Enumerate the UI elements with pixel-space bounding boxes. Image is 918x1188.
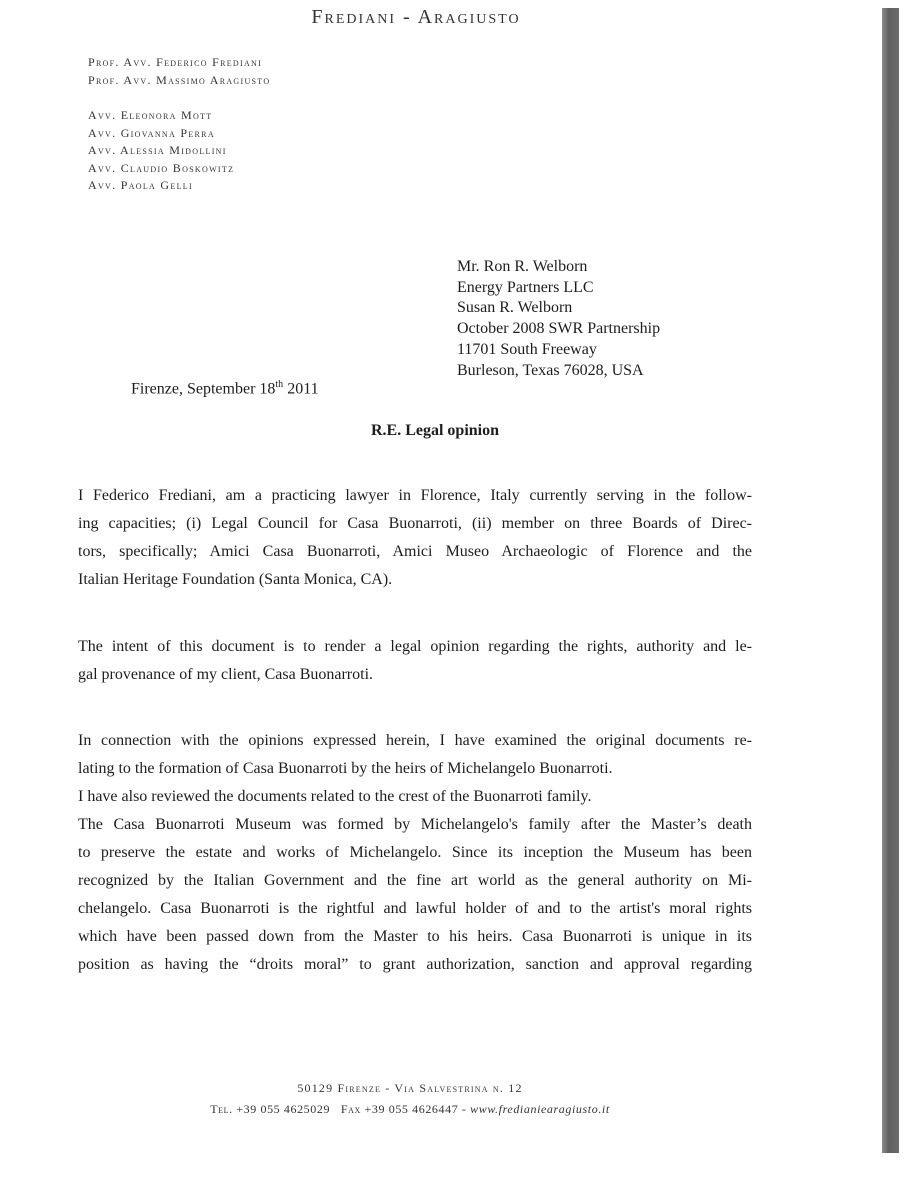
body-line: I Federico Frediani, am a practicing lawyer in Florence, Italy currently serving in the follow- bbox=[78, 487, 752, 504]
fax-label: Fax bbox=[340, 1102, 361, 1116]
recipient-line: Susan R. Welborn bbox=[457, 299, 573, 317]
footer-contact: Tel. +39 055 4625029 Fax +39 055 4626447 - www.fredianiearagiusto.it bbox=[210, 1102, 610, 1116]
letter-body bbox=[78, 482, 752, 979]
date-ordinal: th bbox=[275, 379, 284, 390]
subject-heading: R.E. Legal opinion bbox=[370, 422, 500, 439]
fax-number: +39 055 4626447 bbox=[364, 1102, 459, 1116]
paragraph-2 bbox=[78, 633, 752, 689]
firm-name: Frediani - Aragiusto bbox=[311, 6, 521, 28]
body-line: ing capacities; (i) Legal Council for Casa Buonarroti, (ii) member on three Boards of Direc- bbox=[78, 515, 752, 532]
body-line: lating to the formation of Casa Buonarroti by the heirs of Michelangelo Buonarroti. bbox=[78, 760, 613, 777]
associate-name: Avv. Eleonora Mott bbox=[88, 108, 213, 122]
letterhead-names bbox=[88, 54, 270, 195]
body-line: position as having the “droits moral” to grant authorization, sanction and approval regarding bbox=[78, 956, 752, 973]
partner-name: Prof. Avv. Massimo Aragiusto bbox=[88, 72, 271, 87]
scan-edge-shadow bbox=[882, 8, 899, 1153]
recipient-line: 11701 South Freeway bbox=[457, 340, 597, 358]
body-line: chelangelo. Casa Buonarroti is the rightful and lawful holder of and to the artist's moral rights bbox=[78, 900, 752, 917]
associate-name: Avv. Paola Gelli bbox=[88, 178, 193, 192]
recipient-line: October 2008 SWR Partnership bbox=[457, 320, 661, 338]
body-line: which have been passed down from the Master to his heirs. Casa Buonarroti is unique in its bbox=[78, 928, 752, 945]
footer-address: 50129 Firenze - Via Salvestrina n. 12 bbox=[297, 1081, 523, 1095]
recipient-address bbox=[457, 257, 660, 381]
paragraph-1 bbox=[78, 482, 752, 594]
associate-name: Avv. Claudio Boskowitz bbox=[88, 160, 235, 175]
associate-name: Avv. Giovanna Perra bbox=[88, 125, 215, 140]
website: www.fredianiearagiusto.it bbox=[470, 1102, 610, 1116]
tel-label: Tel. bbox=[210, 1102, 233, 1116]
paragraph-3 bbox=[78, 727, 752, 979]
recipient-line: Burleson, Texas 76028, USA bbox=[457, 361, 644, 379]
body-line: gal provenance of my client, Casa Buonarroti. bbox=[78, 666, 374, 683]
body-line: tors, specifically; Amici Casa Buonarroti, Amici Museo Archaeologic of Florence and the bbox=[78, 543, 752, 560]
letter-date bbox=[131, 379, 319, 398]
body-line: Italian Heritage Foundation (Santa Monica, CA). bbox=[78, 571, 393, 588]
body-line: I have also reviewed the documents related to the crest of the Buonarroti family. bbox=[78, 788, 592, 805]
tel-number: +39 055 4625029 bbox=[236, 1102, 331, 1116]
body-line: The intent of this document is to render a legal opinion regarding the rights, authority and le- bbox=[78, 638, 752, 655]
recipient-line: Mr. Ron R. Welborn bbox=[457, 258, 588, 275]
body-line: to preserve the estate and works of Michelangelo. Since its inception the Museum has been bbox=[78, 844, 752, 861]
body-line: The Casa Buonarroti Museum was formed by Michelangelo's family after the Master’s death bbox=[78, 816, 752, 833]
associate-name: Avv. Alessia Midollini bbox=[88, 143, 227, 157]
partner-name: Prof. Avv. Federico Frediani bbox=[88, 55, 263, 69]
body-line: recognized by the Italian Government and the fine art world as the general authority on Mi- bbox=[78, 872, 752, 889]
recipient-line: Energy Partners LLC bbox=[457, 278, 594, 296]
body-line: In connection with the opinions expressed herein, I have examined the original documents re- bbox=[78, 732, 752, 749]
date-year: 2011 bbox=[283, 380, 319, 398]
date-text: Firenze, September 18 bbox=[131, 380, 276, 398]
